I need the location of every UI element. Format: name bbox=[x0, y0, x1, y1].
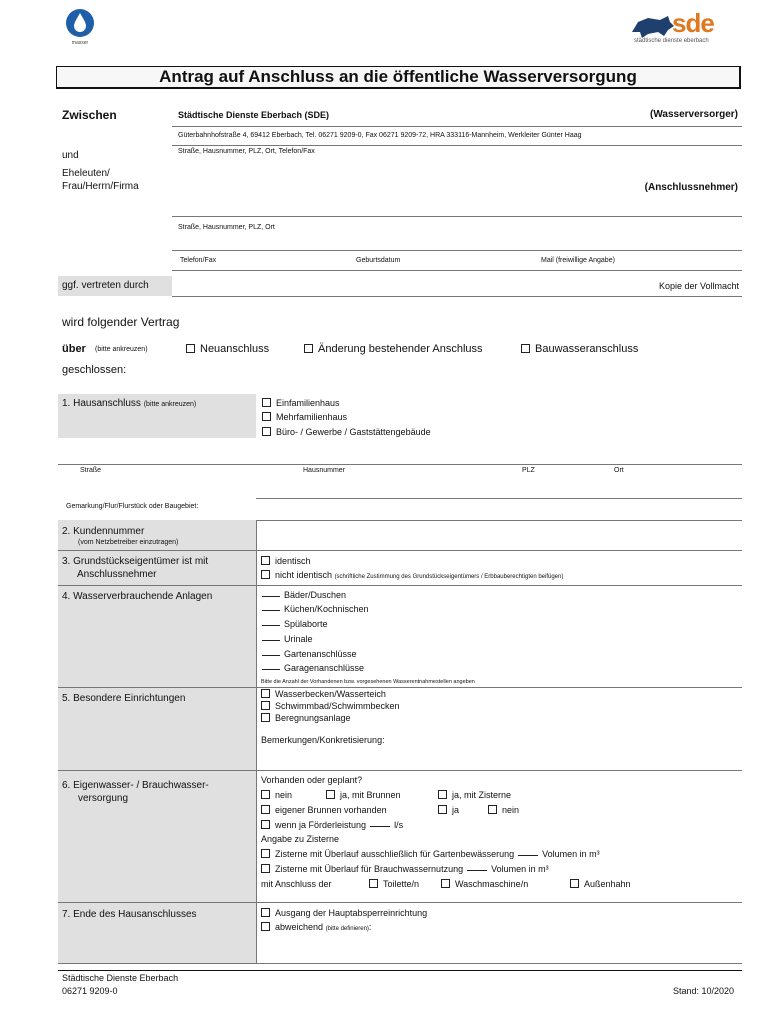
left-logo-caption: masser bbox=[71, 40, 89, 46]
plz-hint: PLZ bbox=[522, 467, 535, 474]
s5-remarks-label: Bemerkungen/Konkretisierung: bbox=[261, 735, 385, 745]
checkbox-icon bbox=[261, 689, 270, 698]
title-box bbox=[56, 66, 741, 89]
checkbox-icon bbox=[262, 427, 271, 436]
s4-item-garagen[interactable]: Garagenanschlüsse bbox=[262, 663, 364, 673]
s6-conn-aussenhahn[interactable]: Außenhahn bbox=[570, 879, 631, 889]
sde-logo bbox=[630, 8, 730, 48]
contract-intro: wird folgender Vertrag bbox=[62, 315, 180, 329]
option-aenderung[interactable]: Änderung bestehender Anschluss bbox=[304, 343, 483, 355]
boar-icon bbox=[630, 14, 674, 40]
s6-cistern-service[interactable]: Zisterne mit Überlauf für Brauchwassernutzung Volumen in m³ bbox=[261, 864, 549, 874]
customer-phone-field[interactable] bbox=[172, 234, 742, 250]
ueber-hint: (bitte ankreuzen) bbox=[95, 346, 148, 353]
footer-org: Städtische Dienste Eberbach bbox=[62, 973, 179, 983]
s6-connection-label: mit Anschluss der bbox=[261, 879, 332, 889]
customer-role: (Anschlussnehmer) bbox=[644, 182, 738, 193]
customer-number-field[interactable] bbox=[258, 521, 742, 549]
s3-label-1: 3. Grundstückseigentümer ist mit bbox=[62, 556, 209, 567]
water-drop-icon bbox=[60, 6, 100, 40]
checkbox-icon bbox=[438, 790, 447, 799]
checkbox-icon bbox=[304, 344, 313, 353]
s1-address-field[interactable] bbox=[58, 446, 742, 464]
supplier-name: Städtische Dienste Eberbach (SDE) bbox=[178, 110, 330, 120]
s5-option-beregnung[interactable]: Beregnungsanlage bbox=[261, 713, 351, 723]
mail-hint: Mail (freiwillige Angabe) bbox=[541, 257, 615, 264]
s3-option-identisch[interactable]: identisch bbox=[261, 556, 311, 566]
customer-name-field[interactable] bbox=[172, 160, 672, 190]
s3-label-2: Anschlussnehmer bbox=[77, 569, 157, 580]
checkbox-icon bbox=[326, 790, 335, 799]
footer-stand: Stand: 10/2020 bbox=[672, 986, 734, 996]
checkbox-icon bbox=[261, 820, 270, 829]
s5-option-teich[interactable]: Wasserbecken/Wasserteich bbox=[261, 689, 386, 699]
checkbox-icon bbox=[488, 805, 497, 814]
customer-label: Eheleuten/ Frau/Herrn/Firma bbox=[62, 168, 139, 192]
checkbox-icon bbox=[261, 805, 270, 814]
parcel-hint: Gemarkung/Flur/Flurstück oder Baugebiet: bbox=[66, 503, 199, 510]
checkbox-icon bbox=[262, 398, 271, 407]
checkbox-icon bbox=[261, 790, 270, 799]
s6-option-nein[interactable]: nein bbox=[261, 790, 292, 800]
s4-note: Bitte die Anzahl der Vorhandenen bzw. vorgesehenen Wasserentnahmestellen angeben bbox=[261, 679, 475, 685]
s6-option-ja-zisterne[interactable]: ja, mit Zisterne bbox=[438, 790, 511, 800]
s7-option-abweichend[interactable]: abweichend (bitte definieren): bbox=[261, 922, 371, 932]
address-hint-2: Straße, Hausnummer, PLZ, Ort bbox=[178, 224, 275, 231]
option-bauwasser[interactable]: Bauwasseranschluss bbox=[521, 343, 638, 355]
s6-cistern-title: Angabe zu Zisterne bbox=[261, 834, 340, 844]
proxy-copy-label: Kopie der Vollmacht bbox=[658, 281, 739, 291]
housenr-hint: Hausnummer bbox=[303, 467, 346, 474]
s6-question: Vorhanden oder geplant? bbox=[261, 775, 363, 785]
s6-own-well-ja[interactable]: ja bbox=[438, 805, 459, 815]
und-label: und bbox=[62, 150, 79, 161]
s4-item-kuechen[interactable]: Küchen/Kochnischen bbox=[262, 604, 369, 614]
sde-brand: sde bbox=[672, 8, 714, 38]
s1-option-gewerbe[interactable]: Büro- / Gewerbe / Gaststättengebäude bbox=[262, 427, 431, 437]
supplier-address: Güterbahnhofstraße 4, 69412 Eberbach, Tel. 06271 9209-0, Fax 06271 9209-72, HRA 333116-Mannheim, Werkleiter Günter Haag bbox=[178, 132, 582, 139]
page-title: Antrag auf Anschluss an die öffentliche Wasserversorgung bbox=[159, 67, 637, 86]
s1-label: 1. Hausanschluss (bitte ankreuzen) bbox=[62, 398, 197, 409]
checkbox-icon bbox=[261, 864, 270, 873]
s2-label: 2. Kundennummer bbox=[62, 526, 145, 537]
closed-label: geschlossen: bbox=[62, 364, 127, 376]
s3-option-nicht-identisch[interactable]: nicht identisch (schriftliche Zustimmung des Grundstückseigentümers / Erbbauberechtigten beifügen) bbox=[261, 570, 563, 580]
represented-label: ggf. vertreten durch bbox=[62, 280, 149, 291]
s4-item-garten[interactable]: Gartenanschlüsse bbox=[262, 649, 357, 659]
s7-definition-field[interactable] bbox=[258, 936, 742, 963]
checkbox-icon bbox=[186, 344, 195, 353]
ort-hint: Ort bbox=[614, 467, 624, 474]
s6-if-yes[interactable]: wenn ja Förderleistung l/s bbox=[261, 820, 403, 830]
s4-item-baeder[interactable]: Bäder/Duschen bbox=[262, 590, 346, 600]
customer-address-field[interactable] bbox=[172, 196, 742, 216]
s6-own-well-nein[interactable]: nein bbox=[488, 805, 519, 815]
checkbox-icon bbox=[570, 879, 579, 888]
footer-phone: 06271 9209-0 bbox=[62, 986, 118, 996]
checkbox-icon bbox=[261, 713, 270, 722]
phone-hint: Telefon/Fax bbox=[180, 257, 217, 264]
s5-remarks-field[interactable] bbox=[258, 746, 742, 770]
s6-cistern-garden[interactable]: Zisterne mit Überlauf ausschließlich für Gartenbewässerung Volumen in m³ bbox=[261, 849, 600, 859]
sde-tagline: städtische dienste eberbach bbox=[634, 38, 709, 44]
s6-conn-toilette[interactable]: Toilette/n bbox=[369, 879, 419, 889]
left-logo bbox=[60, 6, 100, 48]
s1-option-mfh[interactable]: Mehrfamilienhaus bbox=[262, 412, 347, 422]
birthdate-hint: Geburtsdatum bbox=[356, 257, 401, 264]
s1-option-efh[interactable]: Einfamilienhaus bbox=[262, 398, 340, 408]
checkbox-icon bbox=[261, 849, 270, 858]
s6-label-2: versorgung bbox=[78, 793, 129, 804]
checkbox-icon bbox=[261, 701, 270, 710]
s6-own-well[interactable]: eigener Brunnen vorhanden bbox=[261, 805, 387, 815]
s2-hint: (vom Netzbetreiber einzutragen) bbox=[78, 539, 179, 546]
checkbox-icon bbox=[438, 805, 447, 814]
zwischen-label: Zwischen bbox=[62, 108, 117, 122]
street-hint: Straße bbox=[80, 467, 102, 474]
s7-option-hauptabsperr[interactable]: Ausgang der Hauptabsperreinrichtung bbox=[261, 908, 427, 918]
s4-item-urinale[interactable]: Urinale bbox=[262, 634, 313, 644]
checkbox-icon bbox=[261, 908, 270, 917]
supplier-role: (Wasserversorger) bbox=[649, 109, 738, 120]
s7-label: 7. Ende des Hausanschlusses bbox=[62, 909, 197, 920]
address-hint-1: Straße, Hausnummer, PLZ, Ort, Telefon/Fax bbox=[178, 148, 315, 155]
checkbox-icon bbox=[521, 344, 530, 353]
s6-conn-waschmaschine[interactable]: Waschmaschine/n bbox=[441, 879, 528, 889]
ueber-label: über bbox=[62, 343, 86, 355]
s5-label: 5. Besondere Einrichtungen bbox=[62, 693, 186, 704]
s6-label-1: 6. Eigenwasser- / Brauchwasser- bbox=[62, 780, 209, 791]
s5-option-schwimmbad[interactable]: Schwimmbad/Schwimmbecken bbox=[261, 701, 400, 711]
s6-option-ja-brunnen[interactable]: ja, mit Brunnen bbox=[326, 790, 401, 800]
checkbox-icon bbox=[261, 922, 270, 931]
checkbox-icon bbox=[441, 879, 450, 888]
representative-field[interactable] bbox=[174, 276, 634, 296]
checkbox-icon bbox=[369, 879, 378, 888]
option-neuanschluss[interactable]: Neuanschluss bbox=[186, 343, 269, 355]
s4-item-spuelaborte[interactable]: Spülaborte bbox=[262, 619, 328, 629]
s4-label: 4. Wasserverbrauchende Anlagen bbox=[62, 591, 213, 602]
checkbox-icon bbox=[261, 556, 270, 565]
checkbox-icon bbox=[261, 570, 270, 579]
checkbox-icon bbox=[262, 412, 271, 421]
